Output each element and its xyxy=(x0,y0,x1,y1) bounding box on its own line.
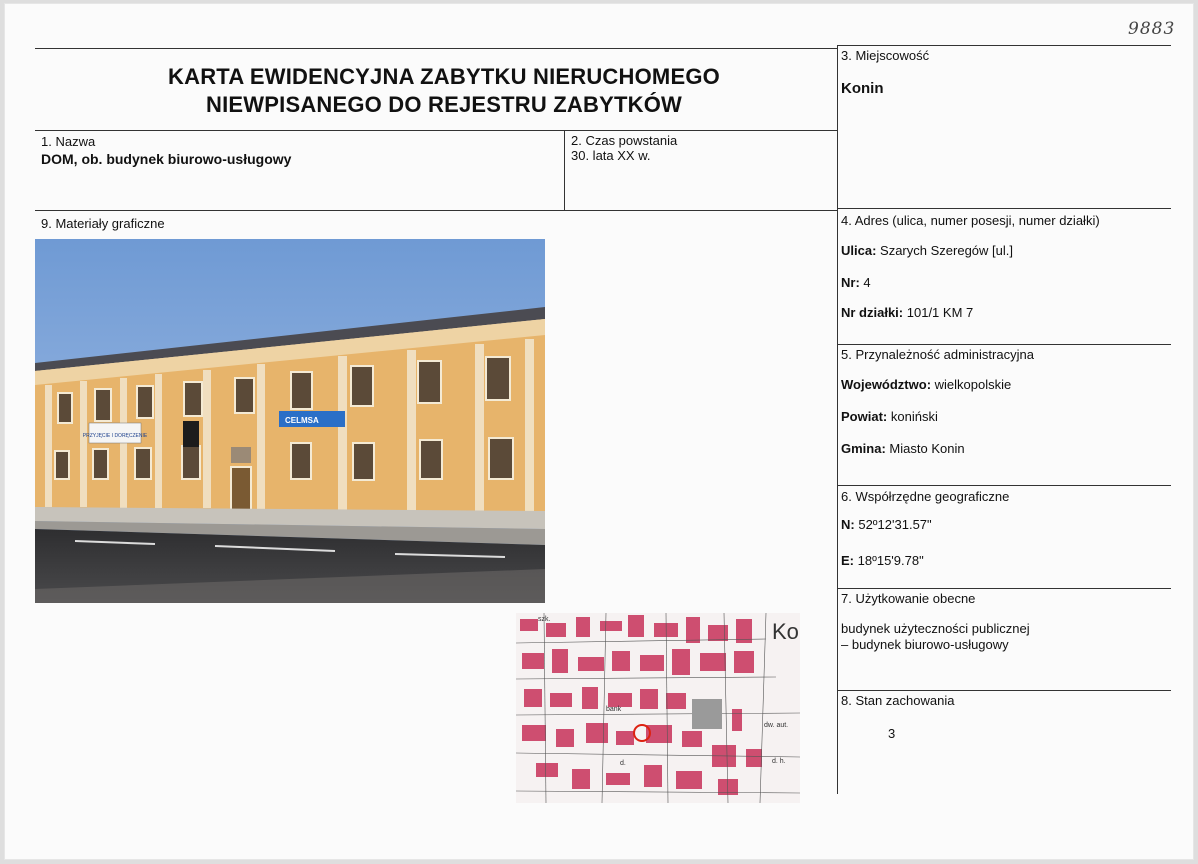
f4-number xyxy=(841,275,871,290)
f4-plot-key: Nr działki: xyxy=(841,305,904,320)
rule-name-bottom xyxy=(35,210,837,211)
f6-label: 6. Współrzędne geograficzne xyxy=(841,489,1010,504)
f4-plot xyxy=(841,305,973,320)
f5-commune-value: Miasto Konin xyxy=(889,441,965,456)
divider-f1-f2 xyxy=(564,130,565,210)
map-label-2: szk. xyxy=(538,616,551,623)
record-card xyxy=(4,3,1194,860)
f7-line-1: budynek użyteczności publicznej xyxy=(841,621,1030,636)
f5-county-key: Powiat: xyxy=(841,409,888,424)
f2-value: 30. lata XX w. xyxy=(571,148,651,163)
location-map-drawing xyxy=(516,613,800,803)
f6-north xyxy=(841,517,932,532)
rule-f3-bottom xyxy=(837,208,1171,209)
map-label-4: d. xyxy=(620,760,626,767)
f8-value: 3 xyxy=(888,726,896,741)
f5-voivodeship xyxy=(841,377,1011,392)
map-label-3: bank xyxy=(606,706,622,713)
banner-left-text: PRZYJĘCIE I DORĘCZENIE xyxy=(82,433,148,439)
archive-number: 9883 xyxy=(1128,19,1176,39)
f9-label: 9. Materiały graficzne xyxy=(41,216,165,231)
f6-north-key: N: xyxy=(841,517,855,532)
rule-f4-bottom xyxy=(837,344,1171,345)
f5-voivodeship-key: Województwo: xyxy=(841,377,932,392)
f5-county xyxy=(841,409,938,424)
rule-f7-bottom xyxy=(837,690,1171,691)
rule-f6-bottom xyxy=(837,588,1171,589)
rule-title-bottom xyxy=(35,130,837,131)
map-corner-label: Ko xyxy=(772,619,799,644)
f7-label: 7. Użytkowanie obecne xyxy=(841,591,976,606)
building-photo xyxy=(35,239,545,603)
f4-street-key: Ulica: xyxy=(841,243,877,258)
top-rule-right xyxy=(837,45,1171,46)
f4-plot-value: 101/1 KM 7 xyxy=(906,305,974,320)
location-map xyxy=(516,613,800,803)
card-title xyxy=(64,63,824,119)
f6-east xyxy=(841,553,924,568)
rule-f5-bottom xyxy=(837,485,1171,486)
f1-value: DOM, ob. budynek biurowo-usługowy xyxy=(41,151,292,167)
f5-voivodeship-value: wielkopolskie xyxy=(934,377,1012,392)
title-line-1: KARTA EWIDENCYJNA ZABYTKU NIERUCHOMEGO xyxy=(168,64,720,89)
banner-right-text: CELMSA xyxy=(285,416,319,425)
map-label-1: d. h. xyxy=(772,758,786,765)
f4-label: 4. Adres (ulica, numer posesji, numer działki) xyxy=(841,213,1100,228)
f5-county-value: koniński xyxy=(890,409,938,424)
f5-commune-key: Gmina: xyxy=(841,441,886,456)
map-label-0: dw. aut. xyxy=(764,722,789,729)
f7-line-2: – budynek biurowo-usługowy xyxy=(841,637,1009,652)
top-rule-left xyxy=(35,48,837,49)
f4-number-key: Nr: xyxy=(841,275,860,290)
f1-label: 1. Nazwa xyxy=(41,134,96,149)
title-line-2: NIEWPISANEGO DO REJESTRU ZABYTKÓW xyxy=(206,92,682,117)
f4-street xyxy=(841,243,1013,258)
column-divider xyxy=(837,45,838,794)
f3-value: Konin xyxy=(841,80,884,97)
f6-north-value: 52º12'31.57" xyxy=(858,517,932,532)
building-photo-drawing xyxy=(35,239,545,603)
f8-label: 8. Stan zachowania xyxy=(841,693,955,708)
f3-label: 3. Miejscowość xyxy=(841,48,930,63)
f6-east-value: 18º15'9.78" xyxy=(857,553,924,568)
f6-east-key: E: xyxy=(841,553,854,568)
f4-number-value: 4 xyxy=(863,275,871,290)
f2-label: 2. Czas powstania xyxy=(571,133,678,148)
f4-street-value: Szarych Szeregów [ul.] xyxy=(880,243,1013,258)
f5-label: 5. Przynależność administracyjna xyxy=(841,347,1034,362)
f5-commune xyxy=(841,441,965,456)
